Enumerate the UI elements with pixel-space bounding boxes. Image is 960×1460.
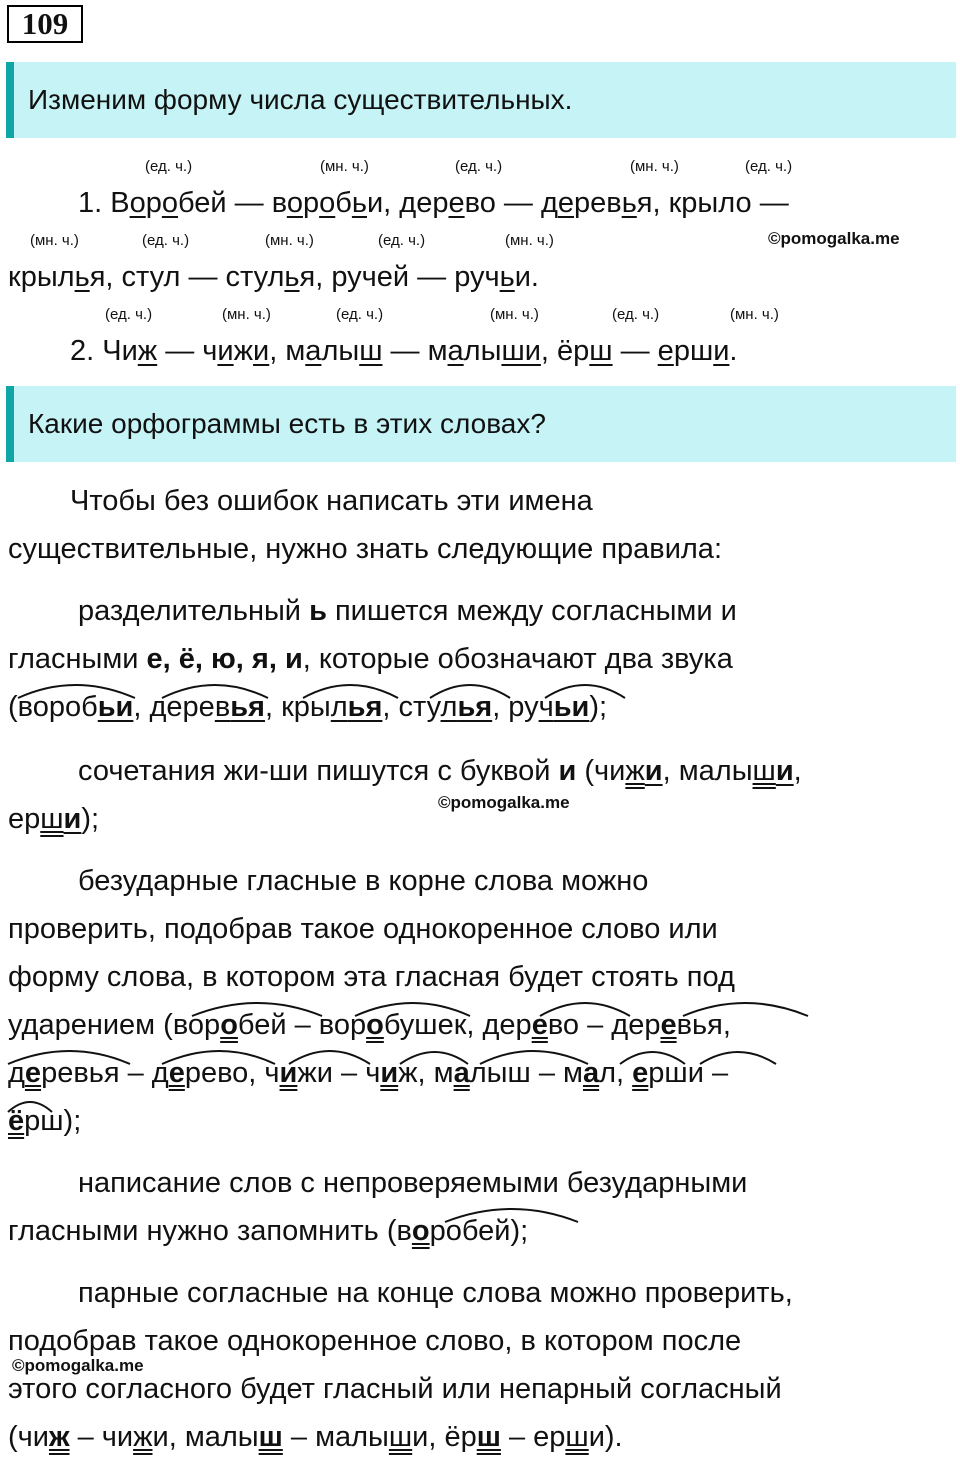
annotation: (мн. ч.) bbox=[320, 158, 369, 175]
watermark: ©pomogalka.me bbox=[438, 793, 570, 812]
rule-line: безударные гласные в корне слова можно bbox=[78, 865, 649, 897]
annotation: (мн. ч.) bbox=[265, 232, 314, 249]
rule-line: проверить, подобрав такое однокоренное слово или bbox=[8, 913, 718, 945]
rule-line: написание слов с непроверяемыми безударными bbox=[78, 1167, 748, 1199]
watermark: ©pomogalka.me bbox=[768, 229, 900, 248]
rule-line: подобрав такое однокоренное слово, в котором после bbox=[8, 1325, 742, 1357]
annotation: (ед. ч.) bbox=[378, 232, 426, 249]
rule-line: ёрш); bbox=[8, 1105, 82, 1137]
rule-line: парные согласные на конце слова можно проверить, bbox=[78, 1277, 793, 1309]
annotation: (ед. ч.) bbox=[142, 232, 190, 249]
rule-line: ударением (воробей – воробушек, дерево – деревья, bbox=[8, 1009, 731, 1041]
annotation: (ед. ч.) bbox=[145, 158, 193, 175]
annotation: (мн. ч.) bbox=[222, 306, 271, 323]
paragraph-line: Чтобы без ошибок написать эти имена bbox=[70, 485, 593, 517]
rule-line: (чиж – чижи, малыш – малыши, ёрш – ерши). bbox=[8, 1421, 623, 1453]
rule-line: деревья – дерево, чижи – чиж, малыш – мал, ерши – bbox=[8, 1057, 729, 1089]
watermark: ©pomogalka.me bbox=[12, 1356, 144, 1375]
annotation: (мн. ч.) bbox=[730, 306, 779, 323]
annotation: (ед. ч.) bbox=[105, 306, 153, 323]
annotation: (мн. ч.) bbox=[490, 306, 539, 323]
rule-line: форму слова, в котором эта гласная будет стоять под bbox=[8, 961, 735, 993]
rule-line: сочетания жи-ши пишутся с буквой и (чижи, малыши, bbox=[78, 755, 802, 787]
rule-line: гласными е, ё, ю, я, и, которые обозначают два звука bbox=[8, 643, 733, 675]
example-line: 2. Чиж — чижи, малыш — малыши, ёрш — ерши. bbox=[70, 335, 738, 367]
section-header-2-text: Какие орфограммы есть в этих словах? bbox=[28, 408, 546, 439]
annotation: (ед. ч.) bbox=[745, 158, 793, 175]
rule-line: гласными нужно запомнить (воробей); bbox=[8, 1215, 529, 1247]
annotation: (мн. ч.) bbox=[630, 158, 679, 175]
section-header-2 bbox=[6, 386, 956, 462]
exercise-number: 109 bbox=[7, 5, 83, 43]
rule-line: (воробьи, деревья, крылья, стулья, ручьи); bbox=[8, 691, 608, 723]
section-header-1-text: Изменим форму числа существительных. bbox=[28, 84, 573, 115]
annotation: (ед. ч.) bbox=[455, 158, 503, 175]
section-header-1 bbox=[6, 62, 956, 138]
annotation: (мн. ч.) bbox=[505, 232, 554, 249]
paragraph-line: существительные, нужно знать следующие правила: bbox=[8, 533, 722, 565]
example-line: крылья, стул — стулья, ручей — ручьи. bbox=[8, 261, 539, 293]
annotation: (мн. ч.) bbox=[30, 232, 79, 249]
rule-line: этого согласного будет гласный или непарный согласный bbox=[8, 1373, 782, 1405]
annotation: (ед. ч.) bbox=[612, 306, 660, 323]
rule-line: ерши); bbox=[8, 803, 100, 835]
example-line: 1. Воробей — воробьи, дерево — деревья, крыло — bbox=[78, 187, 789, 219]
annotation: (ед. ч.) bbox=[336, 306, 384, 323]
rule-line: разделительный ь пишется между согласными и bbox=[78, 595, 737, 627]
